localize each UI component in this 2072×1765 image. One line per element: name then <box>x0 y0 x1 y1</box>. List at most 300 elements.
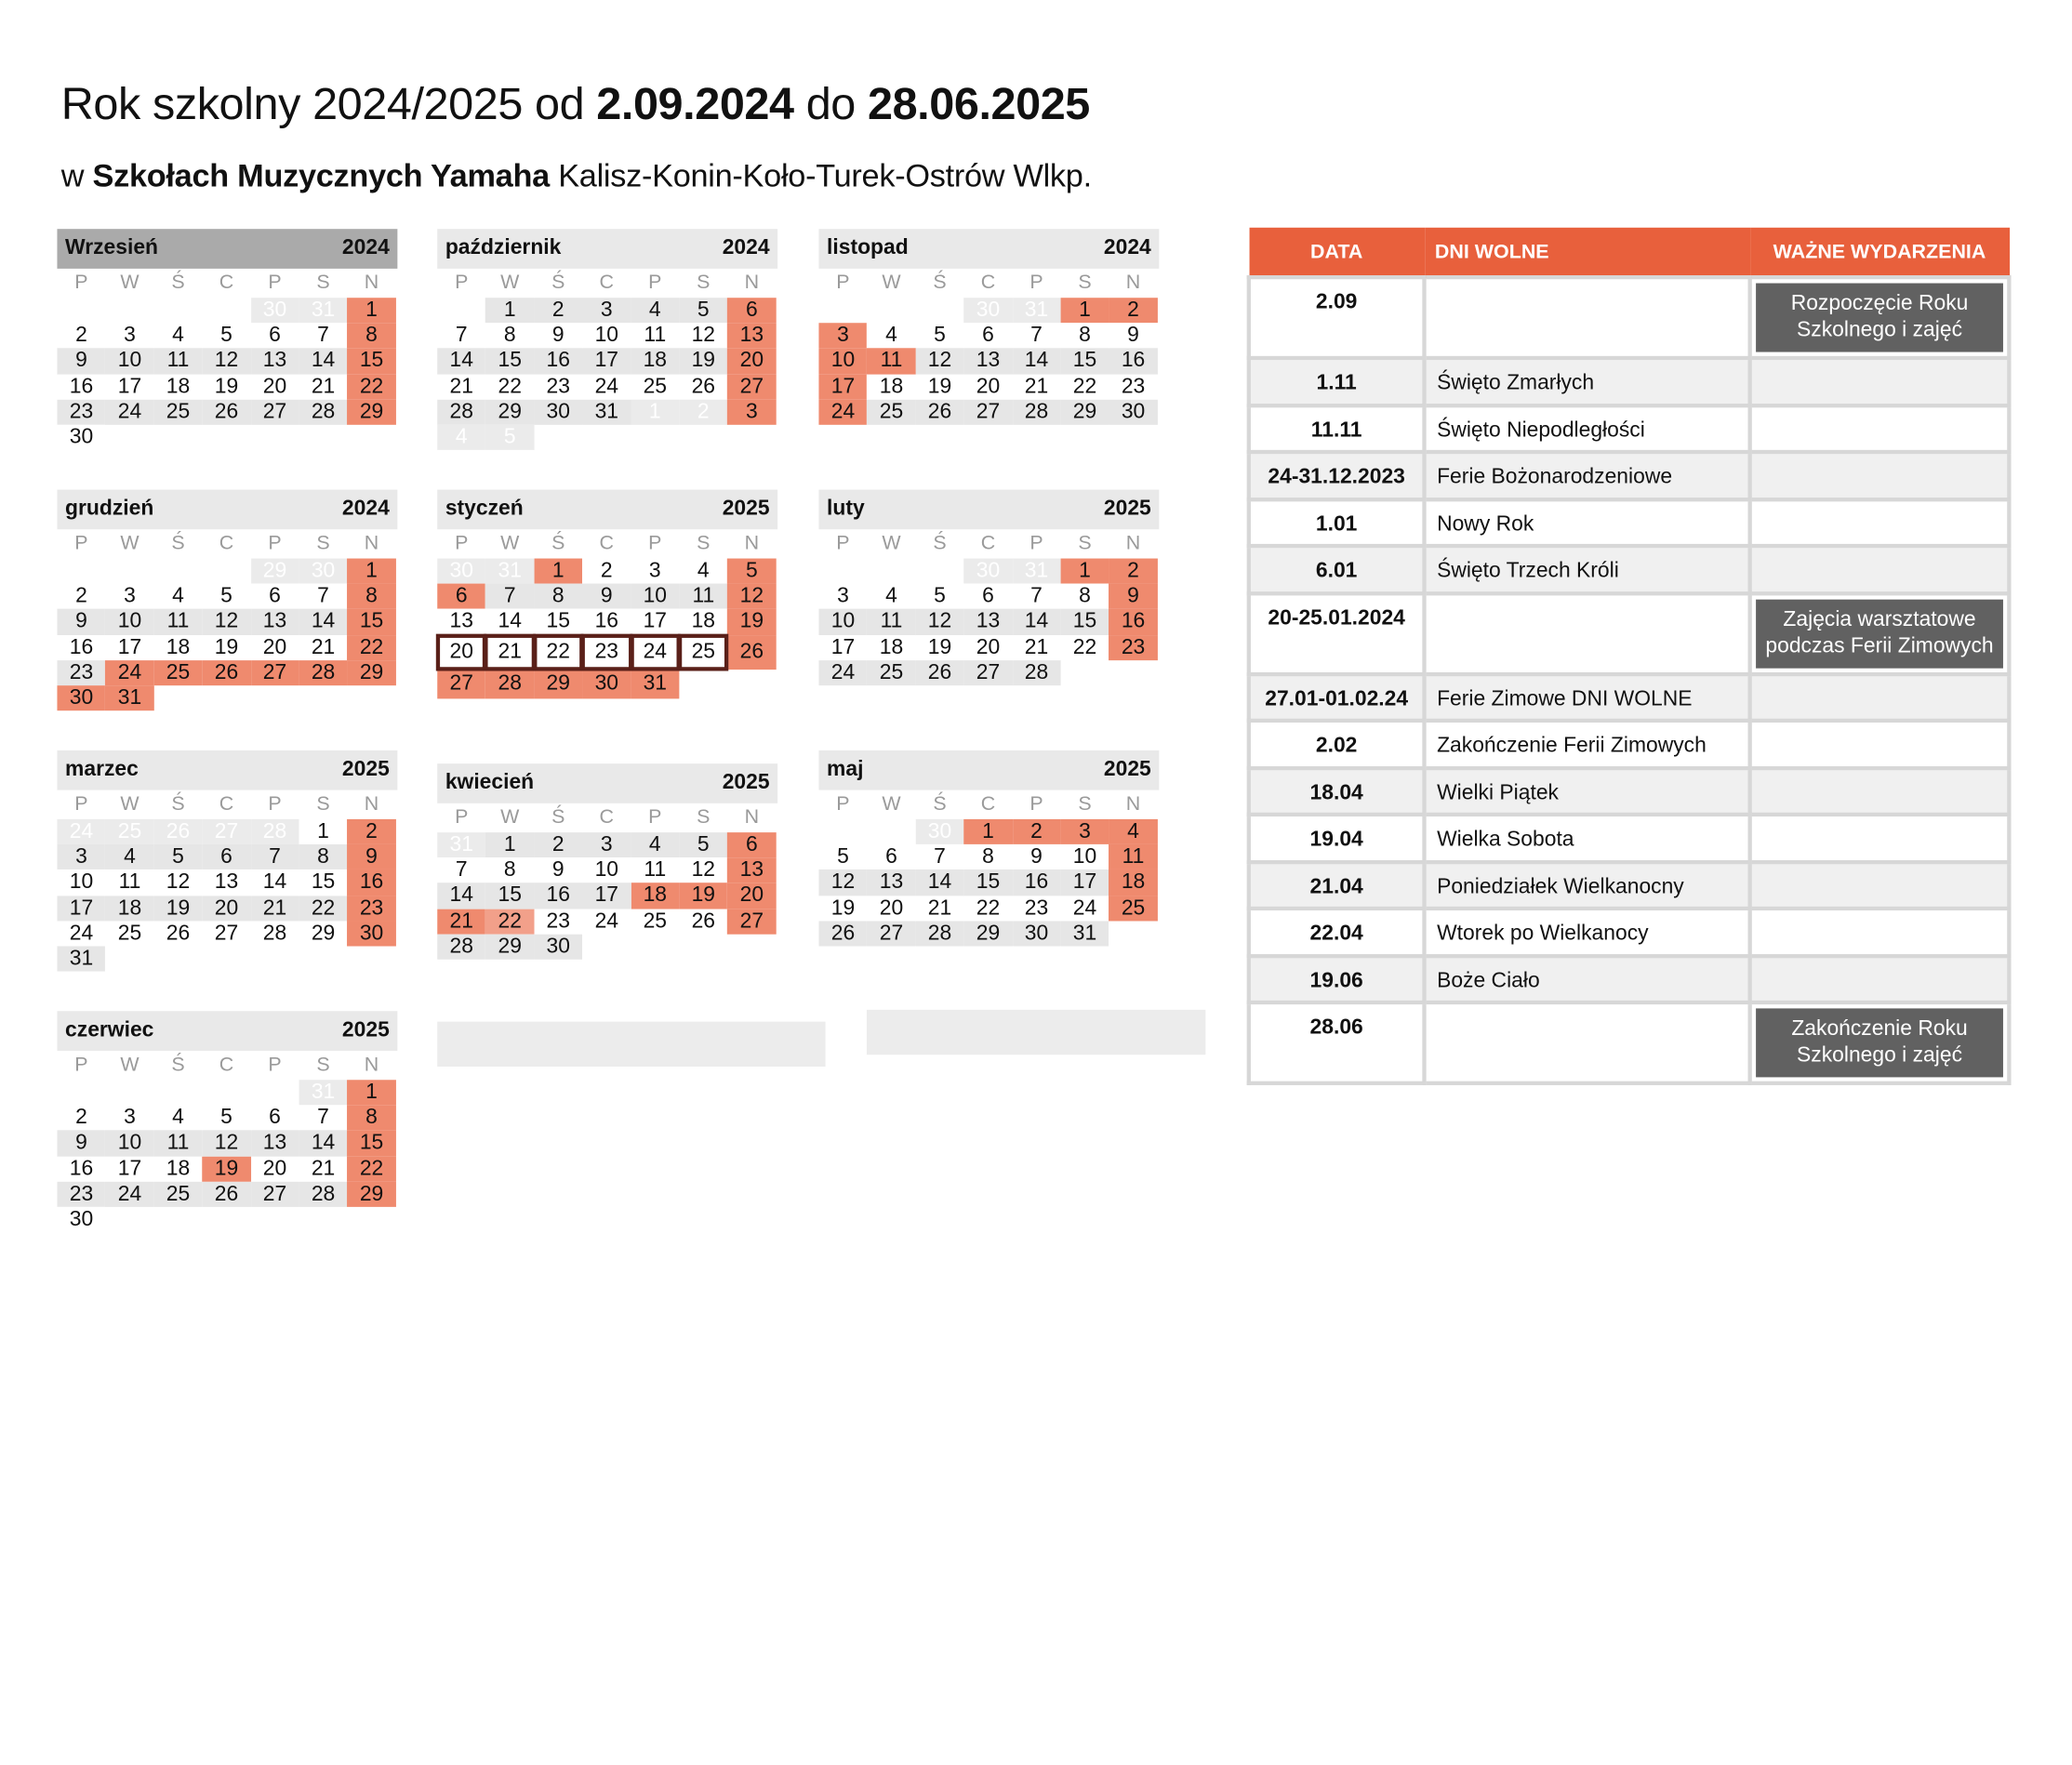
day-cell: 20 <box>251 374 299 399</box>
day-cell: 17 <box>57 896 105 921</box>
day-cell: 15 <box>485 349 534 374</box>
day-cell: 10 <box>818 349 867 374</box>
day-cell: 2 <box>57 1106 105 1131</box>
event-important <box>1750 452 2010 499</box>
event-row <box>1249 452 2010 499</box>
day-cell: 8 <box>1061 324 1109 349</box>
day-cell: 3 <box>631 559 679 584</box>
day-cell: 19 <box>818 896 867 921</box>
day-cell: 11 <box>153 1131 202 1156</box>
day-cell: 7 <box>437 857 485 882</box>
event-date: 2.09 <box>1249 277 1425 358</box>
day-grid <box>437 298 777 450</box>
day-cell: 3 <box>105 1106 153 1131</box>
day-cell: 23 <box>1109 374 1158 399</box>
day-cell: 8 <box>348 324 396 349</box>
day-cell: 30 <box>963 559 1012 584</box>
day-cell: 6 <box>867 844 915 869</box>
day-cell: 23 <box>1109 634 1158 659</box>
day-cell: 14 <box>437 883 485 909</box>
weekday-label: P <box>1029 532 1043 555</box>
day-cell: 30 <box>963 298 1012 323</box>
day-cell: 29 <box>348 660 396 685</box>
month-header <box>818 750 1159 790</box>
event-row <box>1249 721 2010 768</box>
day-cell: 21 <box>915 896 963 921</box>
day-cell: 18 <box>631 883 679 909</box>
day-cell <box>867 819 915 844</box>
weekday-label: S <box>1078 792 1092 816</box>
day-cell: 13 <box>727 324 776 349</box>
day-cell: 30 <box>1109 399 1158 424</box>
weekday-label: P <box>648 805 662 829</box>
event-row <box>1249 815 2010 862</box>
day-cell: 2 <box>679 399 727 424</box>
day-cell: 19 <box>202 634 250 659</box>
day-cell: 11 <box>867 609 915 634</box>
day-cell: 4 <box>437 425 485 450</box>
day-cell: 31 <box>1013 298 1061 323</box>
day-cell <box>915 559 963 584</box>
day-cell: 25 <box>153 660 202 685</box>
event-day-off: Wtorek po Wielkanocy <box>1424 909 1749 956</box>
weekday-label: P <box>648 532 662 555</box>
event-row <box>1249 546 2010 593</box>
weekday-label: C <box>219 532 234 555</box>
day-cell: 13 <box>867 870 915 896</box>
day-cell: 17 <box>582 349 631 374</box>
day-cell: 23 <box>1013 896 1061 921</box>
day-grid <box>57 819 397 972</box>
day-cell: 3 <box>582 832 631 857</box>
day-cell: 4 <box>1109 819 1158 844</box>
event-important <box>1750 358 2010 405</box>
day-cell: 8 <box>534 584 582 609</box>
events-header-row <box>1249 228 2010 277</box>
day-cell: 19 <box>727 609 776 634</box>
day-cell: 27 <box>202 819 250 844</box>
month-year: 2024 <box>341 498 390 521</box>
day-cell: 24 <box>582 374 631 399</box>
day-grid <box>818 298 1159 425</box>
day-cell: 12 <box>679 324 727 349</box>
day-cell: 22 <box>1061 634 1109 659</box>
weekday-label: S <box>1078 271 1092 294</box>
day-cell: 3 <box>727 399 776 424</box>
day-cell: 3 <box>818 324 867 349</box>
day-cell: 18 <box>631 349 679 374</box>
weekday-label: Ś <box>933 271 947 294</box>
event-day-off: Nowy Rok <box>1424 499 1749 547</box>
day-cell: 16 <box>1109 349 1158 374</box>
month-year: 2024 <box>722 236 770 259</box>
day-cell: 9 <box>534 324 582 349</box>
day-cell: 10 <box>105 1131 153 1156</box>
day-cell: 20 <box>963 374 1012 399</box>
day-cell: 12 <box>202 349 250 374</box>
day-cell: 27 <box>727 374 776 399</box>
day-cell: 5 <box>679 298 727 323</box>
event-day-off <box>1424 277 1749 358</box>
month-year: 2025 <box>1103 498 1151 521</box>
weekday-label: C <box>980 532 996 555</box>
page-title <box>61 79 1090 131</box>
day-cell: 2 <box>57 584 105 609</box>
event-important <box>1750 861 2010 909</box>
event-day-off: Ferie Bożonarodzeniowe <box>1424 452 1749 499</box>
weekday-label: N <box>364 271 379 294</box>
day-cell: 29 <box>485 934 534 959</box>
day-cell: 24 <box>57 819 105 844</box>
day-cell: 9 <box>534 857 582 882</box>
day-grid <box>437 559 777 698</box>
title-mid: do <box>793 79 868 130</box>
day-cell: 20 <box>251 1156 299 1181</box>
day-cell: 1 <box>534 559 582 584</box>
empty-panel <box>867 1010 1205 1055</box>
day-cell: 15 <box>299 870 348 896</box>
month-name: luty <box>827 498 865 521</box>
day-cell: 14 <box>915 870 963 896</box>
day-cell: 31 <box>485 559 534 584</box>
day-cell: 1 <box>1061 559 1109 584</box>
day-cell: 14 <box>485 609 534 634</box>
day-cell: 2 <box>1109 559 1158 584</box>
day-cell: 25 <box>1109 896 1158 921</box>
event-row <box>1249 277 2010 358</box>
event-date: 27.01-01.02.24 <box>1249 673 1425 721</box>
day-cell: 27 <box>251 1181 299 1206</box>
day-cell: 17 <box>105 374 153 399</box>
day-cell: 10 <box>105 609 153 634</box>
weekday-label: N <box>364 792 379 816</box>
day-cell: 29 <box>1061 399 1109 424</box>
day-cell: 23 <box>57 399 105 424</box>
header-days-off: DNI WOLNE <box>1424 228 1749 277</box>
month-header <box>818 229 1159 269</box>
month-header <box>57 490 397 530</box>
day-cell: 14 <box>1013 349 1061 374</box>
day-cell: 2 <box>534 832 582 857</box>
day-cell: 29 <box>251 559 299 584</box>
month-7 <box>437 763 777 960</box>
day-cell: 8 <box>485 324 534 349</box>
weekday-label: S <box>316 271 330 294</box>
event-box: Rozpoczęcie Roku Szkolnego i zajęć <box>1756 284 2003 352</box>
day-cell: 9 <box>1109 324 1158 349</box>
event-row <box>1249 673 2010 721</box>
weekday-label: P <box>268 792 282 816</box>
day-cell: 11 <box>105 870 153 896</box>
weekday-label: W <box>120 271 139 294</box>
weekday-label: C <box>980 792 996 816</box>
event-day-off: Wielka Sobota <box>1424 815 1749 862</box>
day-cell: 3 <box>105 324 153 349</box>
day-cell: 14 <box>1013 609 1061 634</box>
day-cell: 29 <box>485 399 534 424</box>
day-cell: 29 <box>348 399 396 424</box>
day-cell: 25 <box>153 1181 202 1206</box>
weekday-label: C <box>599 532 615 555</box>
event-date: 21.04 <box>1249 861 1425 909</box>
month-5 <box>818 490 1159 686</box>
day-cell: 30 <box>534 399 582 424</box>
weekday-label: P <box>455 805 469 829</box>
day-grid <box>818 819 1159 947</box>
day-cell: 6 <box>251 584 299 609</box>
month-8 <box>818 750 1159 947</box>
day-cell: 18 <box>867 634 915 659</box>
weekday-label: N <box>364 532 379 555</box>
weekday-label: Ś <box>551 805 565 829</box>
month-year: 2025 <box>341 1018 390 1042</box>
day-cell: 4 <box>153 584 202 609</box>
weekday-label: P <box>836 532 850 555</box>
day-cell: 9 <box>1109 584 1158 609</box>
weekday-label: N <box>364 1053 379 1076</box>
day-cell: 10 <box>818 609 867 634</box>
day-cell: 31 <box>105 685 153 710</box>
month-year: 2024 <box>1103 236 1151 259</box>
title-prefix: Rok szkolny 2024/2025 od <box>60 79 597 130</box>
day-grid <box>437 832 777 960</box>
day-cell: 12 <box>915 609 963 634</box>
month-name: październik <box>445 236 562 259</box>
day-cell: 28 <box>915 921 963 946</box>
day-cell: 7 <box>299 1106 348 1131</box>
day-cell: 2 <box>57 324 105 349</box>
day-cell: 18 <box>153 1156 202 1181</box>
day-grid <box>57 298 397 450</box>
day-cell: 27 <box>251 660 299 685</box>
event-day-off: Wielki Piątek <box>1424 767 1749 815</box>
day-cell: 25 <box>105 921 153 946</box>
weekday-label: P <box>1029 792 1043 816</box>
subtitle-prefix: w <box>60 158 93 195</box>
month-0 <box>57 229 397 450</box>
day-cell: 14 <box>299 349 348 374</box>
day-cell: 16 <box>582 609 631 634</box>
day-cell: 17 <box>818 374 867 399</box>
day-cell: 1 <box>348 1080 396 1105</box>
event-date: 24-31.12.2023 <box>1249 452 1425 499</box>
day-cell: 1 <box>485 832 534 857</box>
day-cell: 26 <box>153 819 202 844</box>
event-row <box>1249 358 2010 405</box>
day-cell: 31 <box>57 946 105 971</box>
day-cell: 19 <box>202 374 250 399</box>
day-cell: 28 <box>299 399 348 424</box>
day-cell: 14 <box>299 609 348 634</box>
day-cell: 22 <box>1061 374 1109 399</box>
day-cell <box>818 819 867 844</box>
day-cell: 12 <box>153 870 202 896</box>
month-header <box>437 763 777 803</box>
day-cell: 18 <box>105 896 153 921</box>
day-cell: 17 <box>582 883 631 909</box>
event-important <box>1750 1002 2010 1083</box>
page-subtitle <box>61 159 1092 196</box>
day-cell <box>105 298 153 323</box>
day-cell: 21 <box>1013 634 1061 659</box>
event-important <box>1750 909 2010 956</box>
day-cell: 10 <box>631 584 679 609</box>
event-date: 19.04 <box>1249 815 1425 862</box>
day-cell <box>57 1080 105 1105</box>
weekday-label: C <box>599 805 615 829</box>
day-cell: 28 <box>299 660 348 685</box>
day-cell: 3 <box>1061 819 1109 844</box>
day-cell: 1 <box>631 399 679 424</box>
day-cell: 4 <box>631 298 679 323</box>
event-box: Zajęcia warsztatowe podczas Ferii Zimowych <box>1756 599 2003 668</box>
day-cell: 2 <box>1013 819 1061 844</box>
day-cell <box>818 298 867 323</box>
day-cell: 21 <box>299 374 348 399</box>
event-row <box>1249 1002 2010 1083</box>
day-cell: 6 <box>437 584 485 609</box>
day-cell: 5 <box>915 324 963 349</box>
day-cell: 7 <box>1013 584 1061 609</box>
day-cell: 26 <box>153 921 202 946</box>
day-cell: 30 <box>348 921 396 946</box>
event-important <box>1750 767 2010 815</box>
month-header <box>57 229 397 269</box>
weekday-label: W <box>882 532 901 555</box>
day-cell: 9 <box>348 844 396 869</box>
event-important <box>1750 405 2010 452</box>
day-cell: 16 <box>57 634 105 659</box>
day-cell: 11 <box>1109 844 1158 869</box>
day-cell: 23 <box>348 896 396 921</box>
day-cell: 24 <box>818 660 867 685</box>
day-cell: 11 <box>631 857 679 882</box>
day-cell: 3 <box>818 584 867 609</box>
day-cell: 24 <box>631 634 679 669</box>
day-cell: 23 <box>534 374 582 399</box>
weekday-label: P <box>1029 271 1043 294</box>
weekday-label: W <box>120 792 139 816</box>
day-cell: 16 <box>57 1156 105 1181</box>
event-date: 19.06 <box>1249 955 1425 1002</box>
weekday-row <box>57 529 397 558</box>
day-cell: 20 <box>202 896 250 921</box>
weekday-label: Ś <box>171 792 185 816</box>
weekday-row <box>57 790 397 819</box>
event-date: 6.01 <box>1249 546 1425 593</box>
month-header <box>57 750 397 790</box>
weekday-label: P <box>74 271 88 294</box>
weekday-label: W <box>500 271 520 294</box>
day-cell: 4 <box>867 584 915 609</box>
subtitle-locations: Kalisz-Konin-Koło-Turek-Ostrów Wlkp. <box>549 158 1092 195</box>
weekday-label: N <box>744 271 760 294</box>
day-cell: 24 <box>582 909 631 934</box>
day-cell: 4 <box>867 324 915 349</box>
weekday-label: Ś <box>171 271 185 294</box>
day-cell: 30 <box>534 934 582 959</box>
day-cell: 14 <box>437 349 485 374</box>
day-cell: 31 <box>631 669 679 697</box>
day-cell: 18 <box>153 374 202 399</box>
day-cell: 18 <box>867 374 915 399</box>
day-cell: 28 <box>437 399 485 424</box>
weekday-label: S <box>316 1053 330 1076</box>
event-day-off: Poniedziałek Wielkanocny <box>1424 861 1749 909</box>
event-day-off: Zakończenie Ferii Zimowych <box>1424 721 1749 768</box>
day-cell: 26 <box>818 921 867 946</box>
event-row <box>1249 499 2010 547</box>
weekday-row <box>57 269 397 298</box>
month-name: styczeń <box>445 498 524 521</box>
month-name: Wrzesień <box>65 236 159 259</box>
day-cell: 31 <box>299 298 348 323</box>
day-cell <box>57 559 105 584</box>
weekday-label: W <box>500 805 520 829</box>
day-cell: 21 <box>437 374 485 399</box>
weekday-label: N <box>1125 271 1141 294</box>
day-cell: 12 <box>679 857 727 882</box>
day-cell: 22 <box>485 909 534 934</box>
day-cell: 22 <box>348 634 396 659</box>
weekday-label: S <box>1078 532 1092 555</box>
day-cell: 13 <box>727 857 776 882</box>
event-date: 2.02 <box>1249 721 1425 768</box>
weekday-row <box>437 803 777 832</box>
weekday-label: W <box>882 271 901 294</box>
month-header <box>437 490 777 530</box>
day-cell: 2 <box>1109 298 1158 323</box>
day-cell: 28 <box>251 921 299 946</box>
weekday-label: N <box>1125 792 1141 816</box>
day-cell: 24 <box>105 399 153 424</box>
day-cell: 6 <box>727 832 776 857</box>
day-cell: 17 <box>1061 870 1109 896</box>
weekday-label: N <box>744 805 760 829</box>
day-cell: 13 <box>251 1131 299 1156</box>
day-cell: 8 <box>299 844 348 869</box>
day-cell: 27 <box>202 921 250 946</box>
event-date: 11.11 <box>1249 405 1425 452</box>
day-cell: 5 <box>679 832 727 857</box>
day-cell: 20 <box>727 883 776 909</box>
event-date: 18.04 <box>1249 767 1425 815</box>
day-cell: 24 <box>105 660 153 685</box>
day-cell: 13 <box>251 609 299 634</box>
day-cell: 4 <box>631 832 679 857</box>
day-cell: 10 <box>1061 844 1109 869</box>
day-cell: 24 <box>57 921 105 946</box>
weekday-label: Ś <box>551 532 565 555</box>
day-cell: 15 <box>1061 349 1109 374</box>
day-cell: 18 <box>153 634 202 659</box>
day-cell: 10 <box>57 870 105 896</box>
day-cell: 2 <box>348 819 396 844</box>
month-year: 2025 <box>1103 758 1151 781</box>
month-2 <box>818 229 1159 425</box>
weekday-label: P <box>74 1053 88 1076</box>
header-date: DATA <box>1249 228 1425 277</box>
day-cell: 11 <box>867 349 915 374</box>
day-cell: 16 <box>534 883 582 909</box>
weekday-label: S <box>697 271 711 294</box>
day-cell: 10 <box>582 857 631 882</box>
day-cell: 15 <box>485 883 534 909</box>
day-cell: 8 <box>348 1106 396 1131</box>
day-cell <box>915 298 963 323</box>
day-cell: 20 <box>727 349 776 374</box>
event-box: Zakończenie Roku Szkolnego i zajęć <box>1756 1008 2003 1077</box>
